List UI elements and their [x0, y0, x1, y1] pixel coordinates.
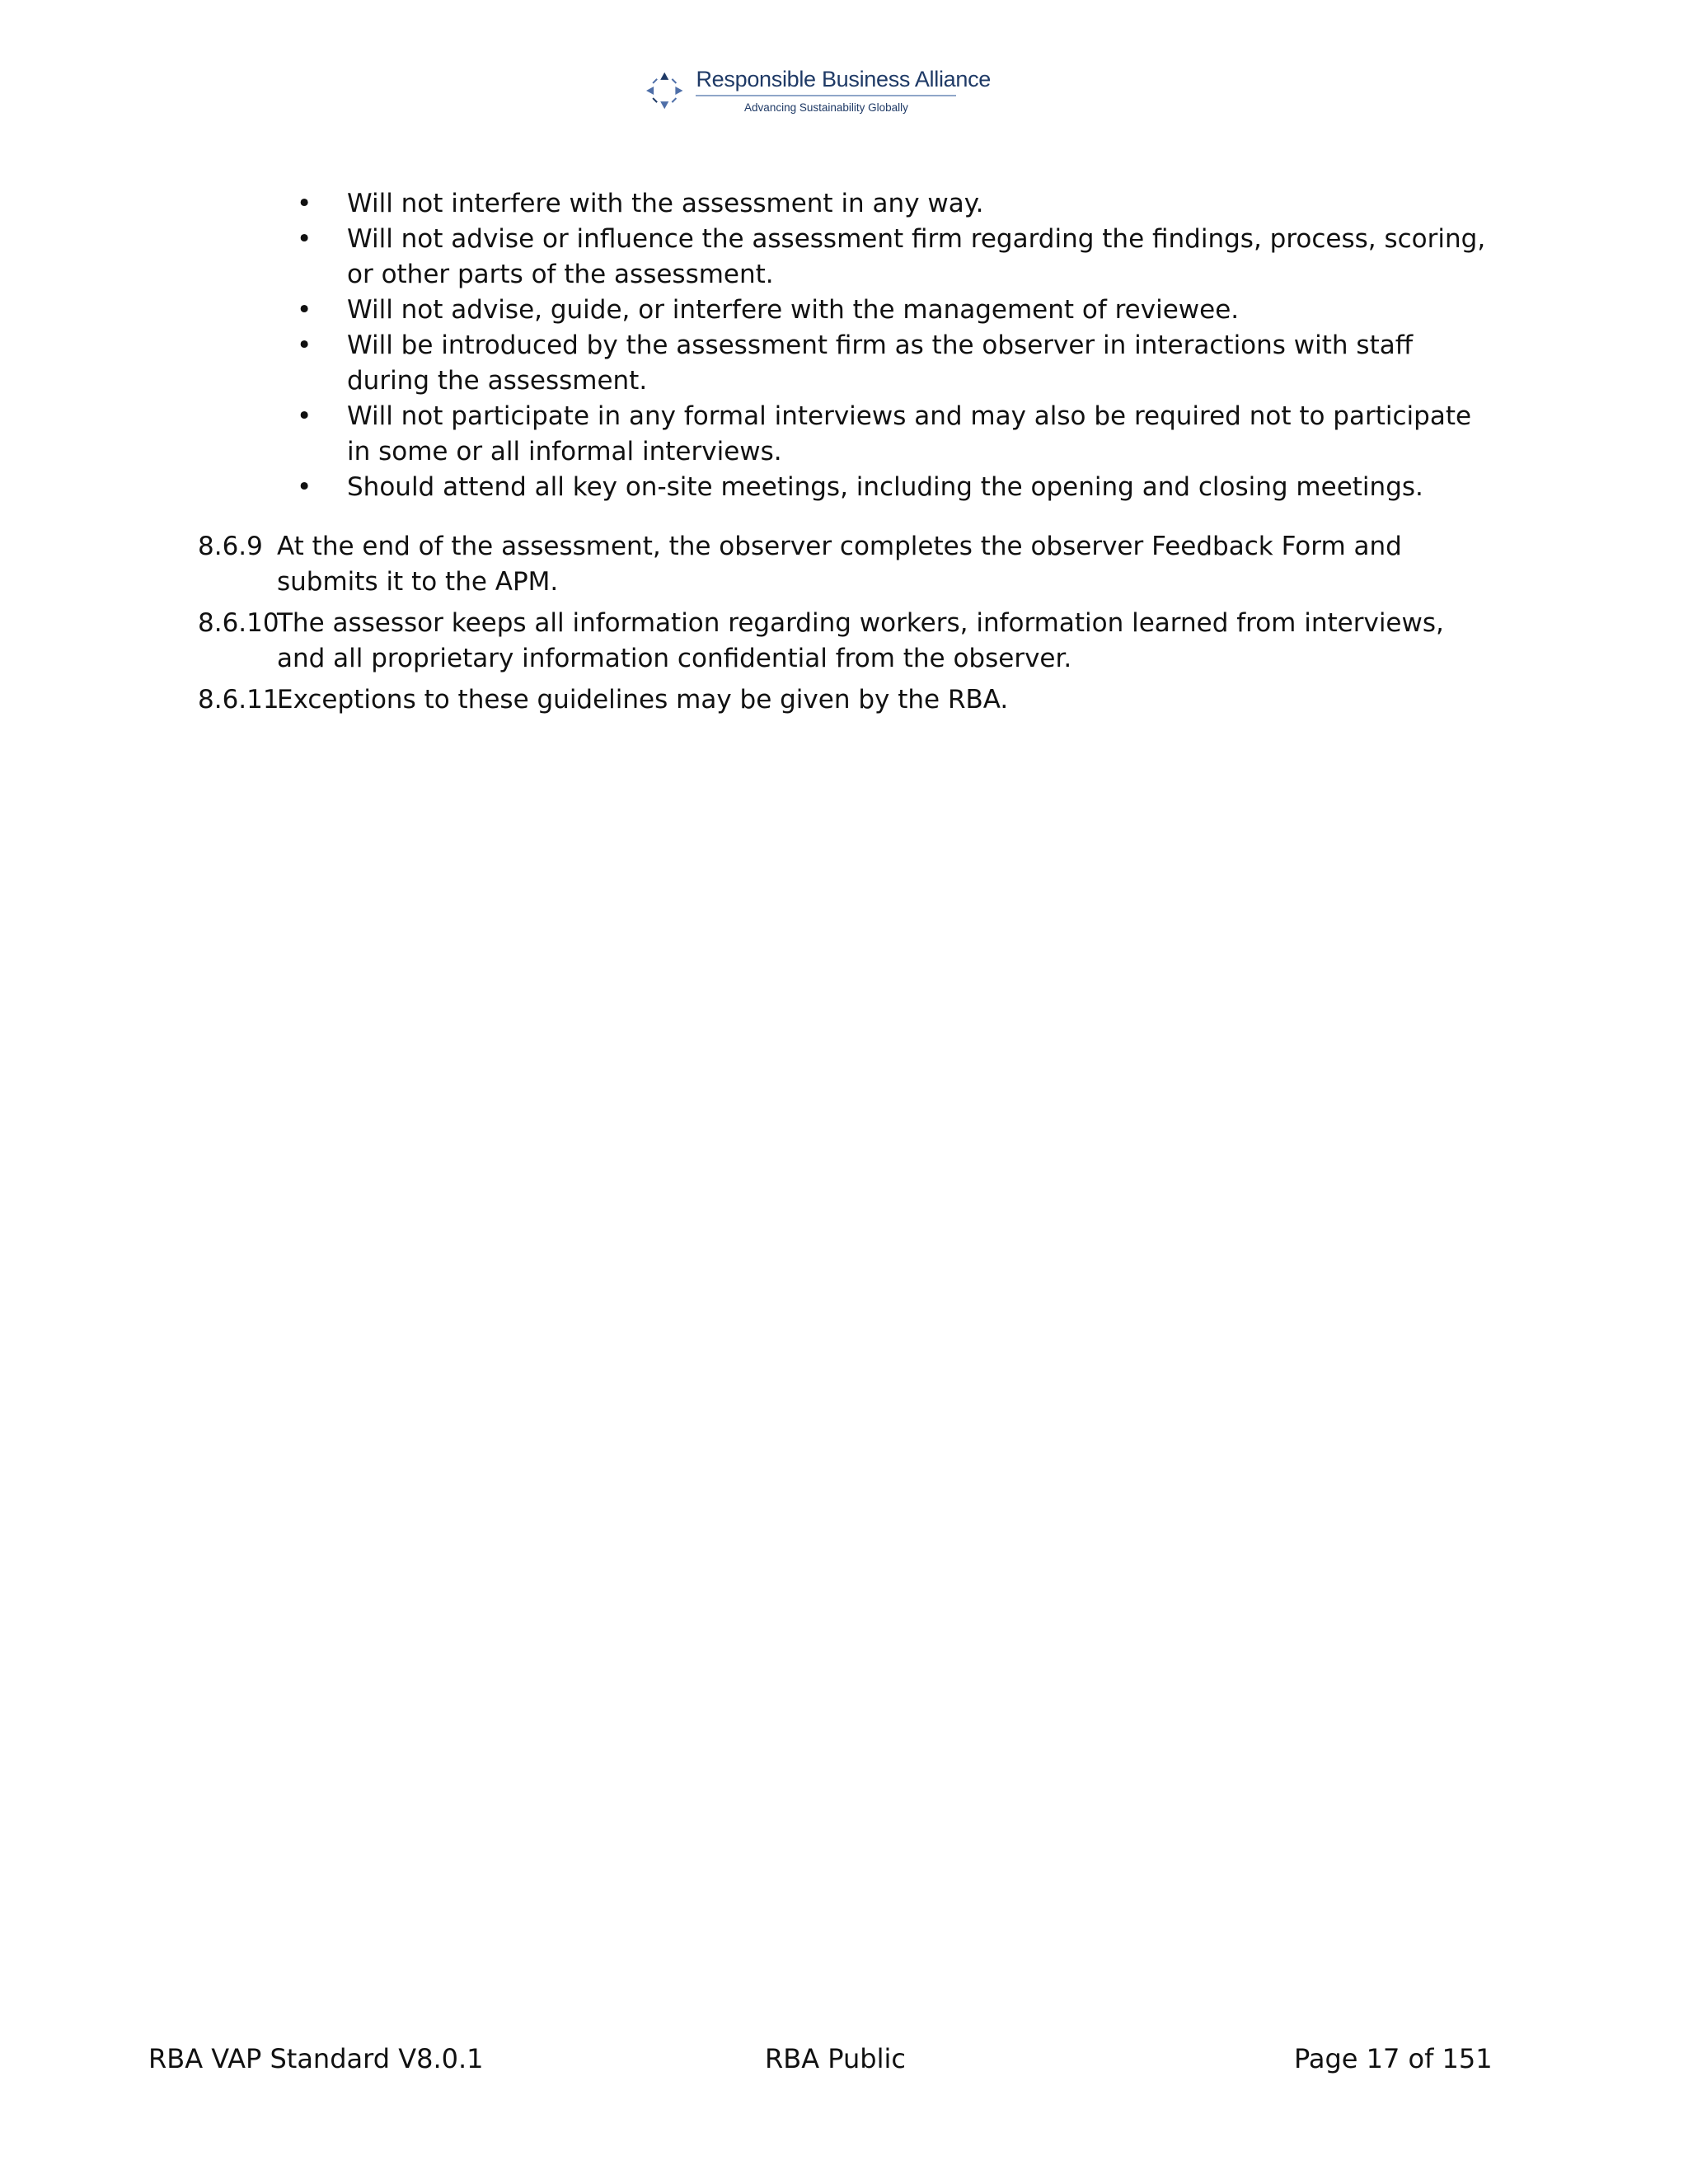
footer-page-number: Page 17 of 151 [1294, 2043, 1493, 2074]
clause-8-6-9 [198, 529, 1484, 600]
list-item-text: Will not advise or influence the assessment firm regarding the findings, process, scoring, or other parts of the assessment. [347, 224, 1486, 289]
footer-classification: RBA Public [765, 2043, 906, 2074]
logo-text [696, 68, 991, 115]
bullet-marker: • [297, 330, 312, 360]
clause-8-6-11 [198, 682, 1484, 718]
list-item-text: Should attend all key on-site meetings, including the opening and closing meetings. [347, 472, 1423, 502]
bullet-marker: • [297, 224, 312, 254]
list-item-text: Will not advise, guide, or interfere with the management of reviewee. [347, 295, 1240, 325]
bullet-marker: • [297, 472, 312, 502]
observer-rules-list [297, 186, 1500, 505]
clause-8-6-10 [198, 606, 1484, 677]
logo-tagline: Advancing Sustainability Globally [744, 101, 908, 115]
list-item-text: Will not participate in any formal interviews and may also be required not to participate in some or all informal interviews. [347, 401, 1472, 466]
clause-number: 8.6.10 [198, 608, 279, 638]
clause-number: 8.6.11 [198, 685, 279, 715]
clause-text: Exceptions to these guidelines may be given by the RBA. [277, 685, 1009, 715]
clause-number: 8.6.9 [198, 532, 263, 561]
footer-document-title: RBA VAP Standard V8.0.1 [148, 2043, 484, 2074]
list-item [297, 470, 1500, 505]
rba-logo [645, 49, 991, 132]
bullet-marker: • [297, 295, 312, 325]
clause-text: The assessor keeps all information regarding workers, information learned from interviews, and all proprietary information confidential from the observer. [277, 608, 1444, 673]
compass-logo-icon [645, 51, 684, 130]
numbered-clauses [198, 529, 1484, 724]
list-item [297, 293, 1500, 328]
bullet-marker: • [297, 401, 312, 431]
logo-title: Responsible Business Alliance [696, 66, 991, 91]
list-item [297, 222, 1500, 293]
list-item [297, 328, 1500, 399]
clause-text: At the end of the assessment, the observer completes the observer Feedback Form and submits it to the APM. [277, 532, 1402, 597]
list-item [297, 186, 1500, 222]
list-item-text: Will not interfere with the assessment in any way. [347, 189, 984, 218]
list-item-text: Will be introduced by the assessment firm as the observer in interactions with staff during the assessment. [347, 330, 1414, 396]
list-item [297, 399, 1500, 470]
bullet-marker: • [297, 189, 312, 218]
logo-divider [696, 95, 956, 96]
page-footer [0, 2041, 1688, 2077]
